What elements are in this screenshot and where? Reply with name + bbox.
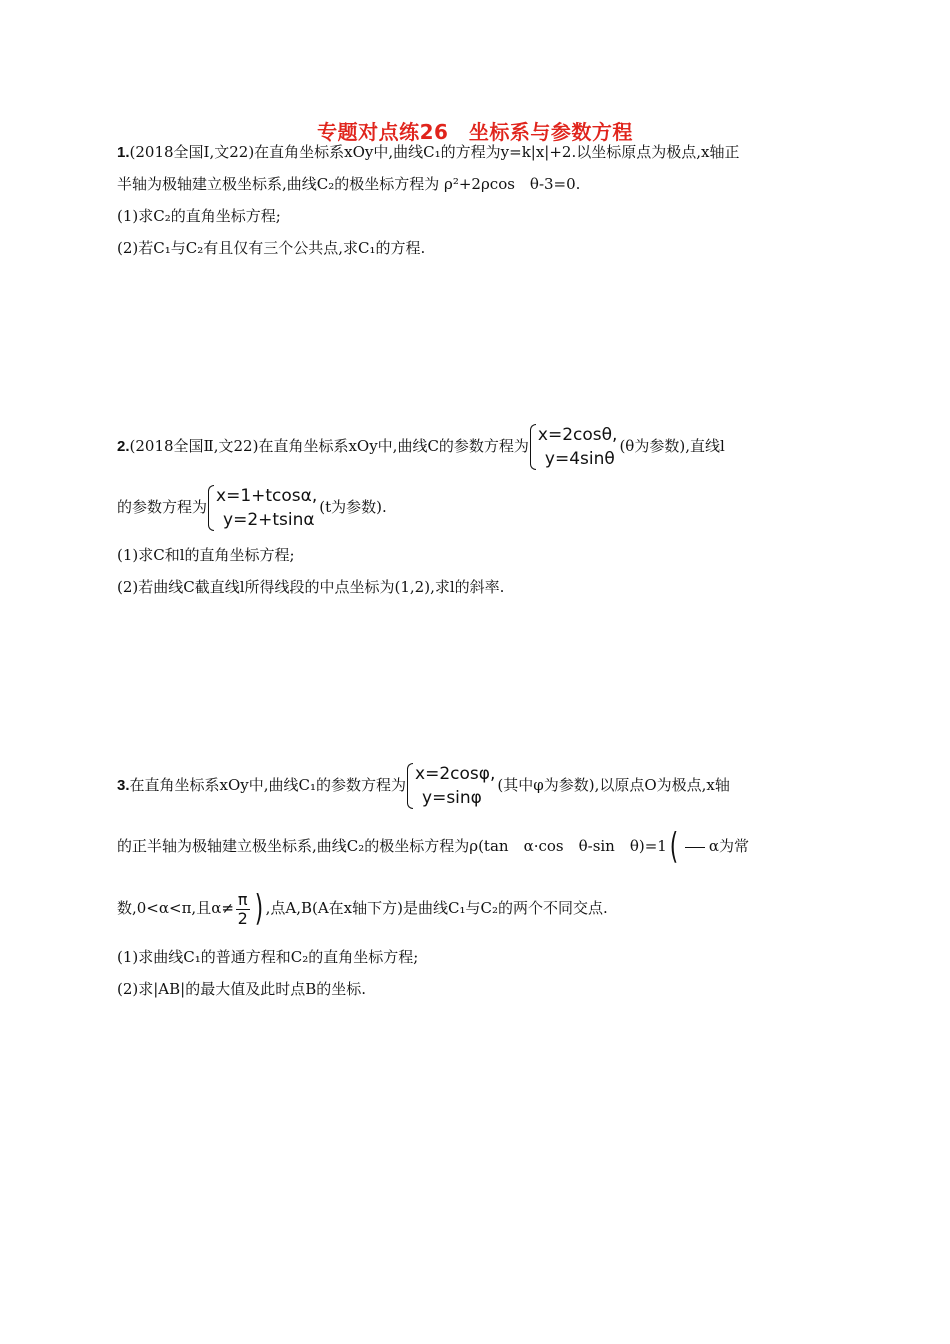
q3-line3	[117, 884, 608, 932]
q3-frac-denominator: 2	[237, 908, 248, 928]
q3-line2	[117, 826, 749, 866]
q3-dash	[685, 847, 705, 848]
q3-fraction-pi-over-2	[236, 891, 250, 928]
q2-line-l-eq1: x=1+tcosα,	[216, 486, 318, 506]
q1-part2: (2)若C₁与C₂有且仅有三个公共点,求C₁的方程.	[117, 239, 426, 257]
q3-line3-text: 数,0<α<π,且α≠	[117, 899, 234, 917]
q2-number: 2.	[117, 438, 130, 455]
q2-part1: (1)求C和l的直角坐标方程;	[117, 546, 295, 564]
q3-curve-c1-eq1: x=2cosφ,	[415, 764, 496, 784]
q3-part2: (2)求|AB|的最大值及此时点B的坐标.	[117, 980, 367, 998]
q3-line3-tail: ,点A,B(A在x轴下方)是曲线C₁与C₂的两个不同交点.	[265, 899, 608, 917]
q3-text-pre: 在直角坐标系xOy中,曲线C₁的参数方程为	[129, 776, 407, 794]
q1-text-line1: (2018全国Ⅰ,文22)在直角坐标系xOy中,曲线C₁的方程为y=k|x|+2.以坐标原点为极点,x轴正	[129, 143, 740, 161]
q2-line-l-system	[208, 484, 317, 532]
q3-line2-tail: α为常	[708, 837, 750, 855]
q2-line2-pre: 的参数方程为	[117, 498, 208, 516]
q3-frac-numerator: π	[237, 889, 248, 909]
q3-curve-c1-eq2: y=sinφ	[422, 788, 482, 808]
q2-line2	[117, 481, 387, 533]
q2-curve-c-system	[530, 423, 618, 471]
q1-text-line2: 半轴为极轴建立极坐标系,曲线C₂的极坐标方程为 ρ²+2ρcos θ-3=0.	[117, 175, 581, 193]
q2-line1	[117, 420, 725, 473]
q2-text-post: (θ为参数),直线l	[619, 437, 725, 455]
q3-text-post: (其中φ为参数),以原点O为极点,x轴	[497, 776, 730, 794]
q2-line-l-eq2: y=2+tsinα	[223, 510, 315, 530]
q2-text-pre: (2018全国Ⅱ,文22)在直角坐标系xOy中,曲线C的参数方程为	[129, 437, 529, 455]
q3-line1	[117, 759, 730, 812]
q1-line1	[117, 142, 739, 163]
q3-line2-text: 的正半轴为极轴建立极坐标系,曲线C₂的极坐标方程为ρ(tan α·cos θ-sin θ)=1	[117, 837, 667, 855]
q3-number: 3.	[117, 777, 130, 794]
q3-curve-c1-system	[407, 762, 495, 810]
q2-part2: (2)若曲线C截直线l所得线段的中点坐标为(1,2),求l的斜率.	[117, 578, 505, 596]
q2-curve-c-eq1: x=2cosθ,	[537, 425, 618, 445]
q1-part1: (1)求C₂的直角坐标方程;	[117, 207, 281, 225]
q1-number: 1.	[117, 144, 130, 161]
q2-curve-c-eq2: y=4sinθ	[544, 449, 615, 469]
page-title: 专题对点练26 坐标系与参数方程	[317, 120, 633, 144]
q3-part1: (1)求曲线C₁的普通方程和C₂的直角坐标方程;	[117, 948, 419, 966]
q2-line2-post: (t为参数).	[319, 498, 387, 516]
q3-right-paren: )	[254, 888, 263, 929]
q3-left-paren: (	[669, 826, 679, 867]
